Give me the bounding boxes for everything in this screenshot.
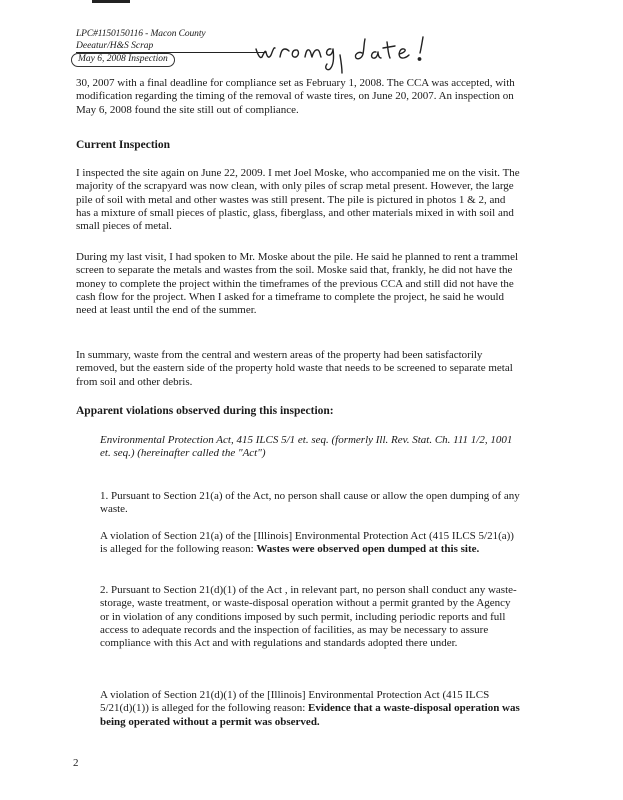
violation-2-text: 2. Pursuant to Section 21(d)(1) of the Act , in relevant part, no person shall conduct any waste-storage, waste treatment, or waste-disposal operation without a permit granted by the Agency or in violation of any conditions imposed by such permit, including periodic reports and full access to adequate records and the inspection of facilities, as may be necessary to assure compliance with this Act and with regulations and standards adopted there under. (100, 584, 517, 650)
page-number: 2 (73, 757, 79, 769)
violation-1-text: 1. Pursuant to Section 21(a) of the Act, no person shall cause or allow the open dumping of any waste. (100, 490, 520, 516)
scan-mark (92, 0, 130, 3)
handwritten-annotation (254, 33, 469, 75)
violation-2-allegation: A violation of Section 21(d)(1) of the [Illinois] Environmental Protection Act (415 ILCS 5/21(d)(1)) is alleged for the following reason: Evidence that a waste-disposal operation was being operated without a permit was observed. (100, 689, 520, 728)
violations-heading: Apparent violations observed during this inspection: (76, 405, 334, 417)
intro-paragraph: 30, 2007 with a final deadline for compliance set as February 1, 2008. The CCA was accepted, with modification regarding the timing of the removal of waste tires, on June 20, 2007. An inspection on May 6, 2008 found the site still out of compliance. (76, 77, 515, 116)
inspection-paragraph-2: During my last visit, I had spoken to Mr. Moske about the pile. He said he planned to rent a trammel screen to separate the metals and wastes from the soil. Moske said that, frankly, he did not have the money to complete the project within the timeframes of the previous CCA and still did not have the cash flow for the project. When I asked for a timeframe to complete the project, he said he would need at least until the end of the summer. (76, 251, 519, 317)
current-inspection-heading: Current Inspection (76, 139, 171, 151)
violation-1-allegation: A violation of Section 21(a) of the [Illinois] Environmental Protection Act (415 ILCS 5/21(a)) is alleged for the following reason: Wastes were observed open dumped at this site. (100, 530, 514, 556)
page-header (76, 29, 266, 67)
header-site-name: Deeatur/H&S Scrap (76, 41, 266, 54)
inspection-paragraph-1: I inspected the site again on June 22, 2009. I met Joel Moske, who accompanied me on the visit. The majority of the scrapyard was now clean, with only piles of scrap metal present. However, the large pile of soil with metal and other wastes was still present. The pile is pictured in photos 1 & 2, and has a mixture of small pieces of plastic, glass, fiberglass, and other materials mixed in with soil and small pieces of metal. (76, 167, 520, 233)
header-site-id: LPC#1150150116 - Macon County (76, 29, 206, 39)
act-citation: Environmental Protection Act, 415 ILCS 5/1 et. seq. (formerly Ill. Rev. Stat. Ch. 111 1/2, 1001 et. seq.) (hereinafter called the "Act") (100, 434, 513, 460)
header-inspection-date: May 6, 2008 Inspection (71, 53, 175, 67)
violation-1-reason: Wastes were observed open dumped at this site. (256, 543, 480, 556)
inspection-paragraph-3: In summary, waste from the central and western areas of the property had been satisfactorily removed, but the eastern side of the property hold waste that needs to be screened to separate metal from soil and other debris. (76, 349, 513, 388)
violation-2-reason: Evidence that a waste-disposal operation was being operated without a permit was observed. (100, 702, 520, 728)
